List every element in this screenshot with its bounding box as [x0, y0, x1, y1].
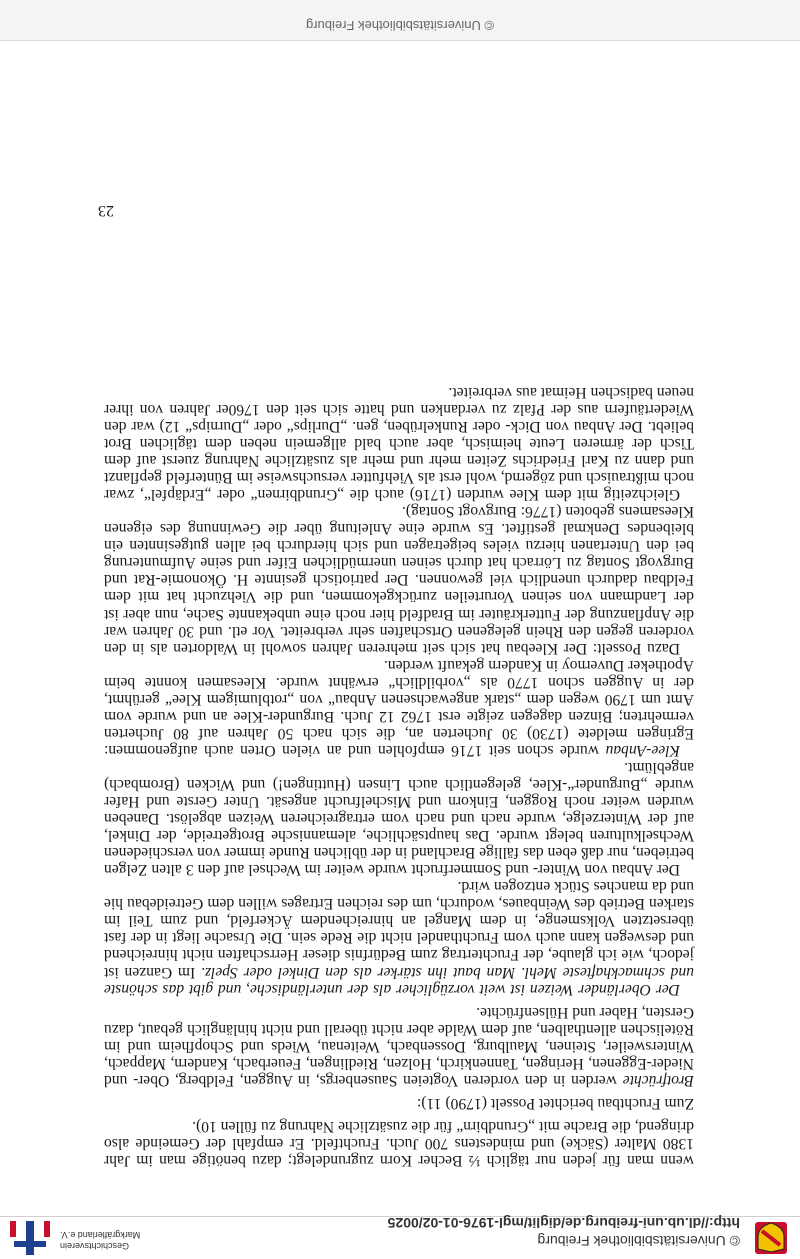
paragraph-7: Gleichzeitig mit dem Klee wurden (1716) auch die „Grundbirnen“ oder „Erdäpfel“, zwar noch mißtrauisch und zögernd, wohl erst als Viehfutter versuchsweise im Bünterfeld gepflanzt und dann zu Karl Friedrichs Zeiten mehr und mehr als zusätzliche Nahrung zuerst auf dem Tisch der ärmeren Leute heimisch, aber auch bald allgemein neben dem täglichen Brot beliebt. Der Anbau von Dick- oder Runkelrüben, gen. „Durlips“ oder „Durnips“ 12) war den Wiedertäufern aus der Pfalz zu verdanken und hatte sich seit den 1760er Jahren von ihrer neuen badischen Heimat aus verbreitet.	[104, 383, 694, 504]
page-number: 23	[98, 202, 114, 219]
society-logo-icon	[754, 1221, 788, 1255]
copyright-text: © Universitätsbibliothek Freiburg	[537, 1233, 740, 1249]
paragraph-3: Der Oberländer Weizen ist weit vorzüglicher als der unterländische, und gibt das schönste und schmackhafteste Mehl. Man baut ihn stärker als den Dinkel oder Spelz. Im Ganzen ist jedoch, wie ich glaube, der Fruchtertrag zum Bedürfnis dieser Herrschaften nicht hinreichend und deswegen kann auch vom Fruchthandel nicht die Rede sein. Die Ursache liegt in der fast übersetzten Volksmenge, in dem Mangel an hinreichendem Äckerfeld, und zum Teil im starken Betrieb des Weinbaues, wodurch, um des reichen Ertrages willen dem Getreidebau hie und da manches Stück entzogen wird.	[104, 878, 694, 998]
source-url[interactable]: http://dl.ub.uni-freiburg.de/diglit/mgl-1976-01-02/0025	[387, 1215, 740, 1231]
paragraph-0: wenn man für jeden nur täglich ½ Becher Korn zugrundelegt; dazu benötige man im Jahr 1380 Malter (Säcke) und mindestens 700 Juch. Fruchtfeld. Er empfahl der Gemeinde also dringend, die Brache mit „Grundbirn“ für die zusätzliche Nahrung zu füllen 10).	[104, 1117, 694, 1169]
header-text	[180, 1214, 740, 1250]
paragraph-5: Klee-Anbau wurde schon seit 1716 empfohlen und an vielen Orten auch aufgenommen: Egringen meldete (1730) 30 Jucherten an, die sich nach 50 Jahren auf 80 Jucherten vermehrten; Binzen dagegen zeigte erst 1762 12 Juch. Burgunder-Klee an und wurde vom Amt um 1790 wegen dem „stark angewachsenen Anbau“ von „rotblumigem Klee“ gerühmt, der in Auggen schon 1770 als „vorbildlich“ erwähnt wurde. Kleesamen konnte beim Apotheker Duvernoy in Kandern gekauft werden.	[104, 656, 694, 759]
university-logo-icon	[10, 1219, 50, 1257]
document-body	[104, 384, 694, 1169]
bottom-copyright: © Universitätsbibliothek Freiburg	[305, 18, 495, 33]
paragraph-2: Brotfrüchte werden in den vorderen Vogteien Sausenbergs, in Auggen, Feldberg, Ober- und Nieder-Eggenen, Heringen, Tannenkirch, Holzen, Riedlingen, Feuerbach, Kandern, Mappach, Wintersweiler, Steinen, Maulburg, Dossenbach, Weitenau, Wieds und Schopfheim und im Rötelischen allenthalben, auf dem Walde aber nicht überall und nicht hinlänglich gebaut, dazu Gersten, Haber und Hülsenfrüchte.	[104, 1003, 694, 1089]
paragraph-6: Dazu Posselt: Der Kleebau hat sich seit mehreren Jahren sowohl in Waldorten als in den vorderen gegen den Rhein gelegenen Ortschaften sehr verbreitet. Vor etl. und 30 Jahren war die Anpflanzung der Futterkräuter im Bradfeld hier noch eine unbekannte Sache, nun aber ist der Landmann von seinen Vorurteilen zurückgekommen, und die Viehzucht hat mit dem Feldbau dadurch unendlich viel gewonnen. Der patriotisch gesinnte H. Ökonomie-Rat und Burgvogt Sontag zu Lörrach hat durch seinen unermüdlichen Eifer und seine Aufmunterung bei den Untertanen hierzu vieles beigetragen und sich hierdurch bei allen gutgesinnten ein bleibendes Denkmal gestiftet. Es wurde eine Anleitung über die Gewinnung des eigenen Kleesamens geboten (1776: Burgvogt Sontag).	[104, 503, 694, 657]
viewer-header	[0, 1216, 800, 1259]
paragraph-4: Der Anbau von Winter- und Sommerfrucht wurde weiter im Wechsel auf den 3 alten Zelgen betrieben, nur daß eben das fällige Brachland in der üblichen Runde immer von verschiedenen Wechselkulturen belegt wurde. Das hauptsächliche, alemannische Brotgetreide, der Dinkel, auf der Winterzelge, wurde nach und nach vom ertragreicheren Weizen abgelöst. Daneben wurden weiter noch Roggen, Einkorn und Mischelfrucht angesät. Unter Gerste und Hafer wurde „Burgunder“-Klee, gelegentlich auch Linsen (Huttingen!) und Wicken (Brombach) angeblümt.	[104, 758, 694, 879]
society-name: Geschichtsverein Markgräflerland e.V.	[60, 1230, 141, 1251]
paragraph-1: Zum Fruchtbau berichtet Posselt (1790) 11):	[416, 1094, 694, 1112]
